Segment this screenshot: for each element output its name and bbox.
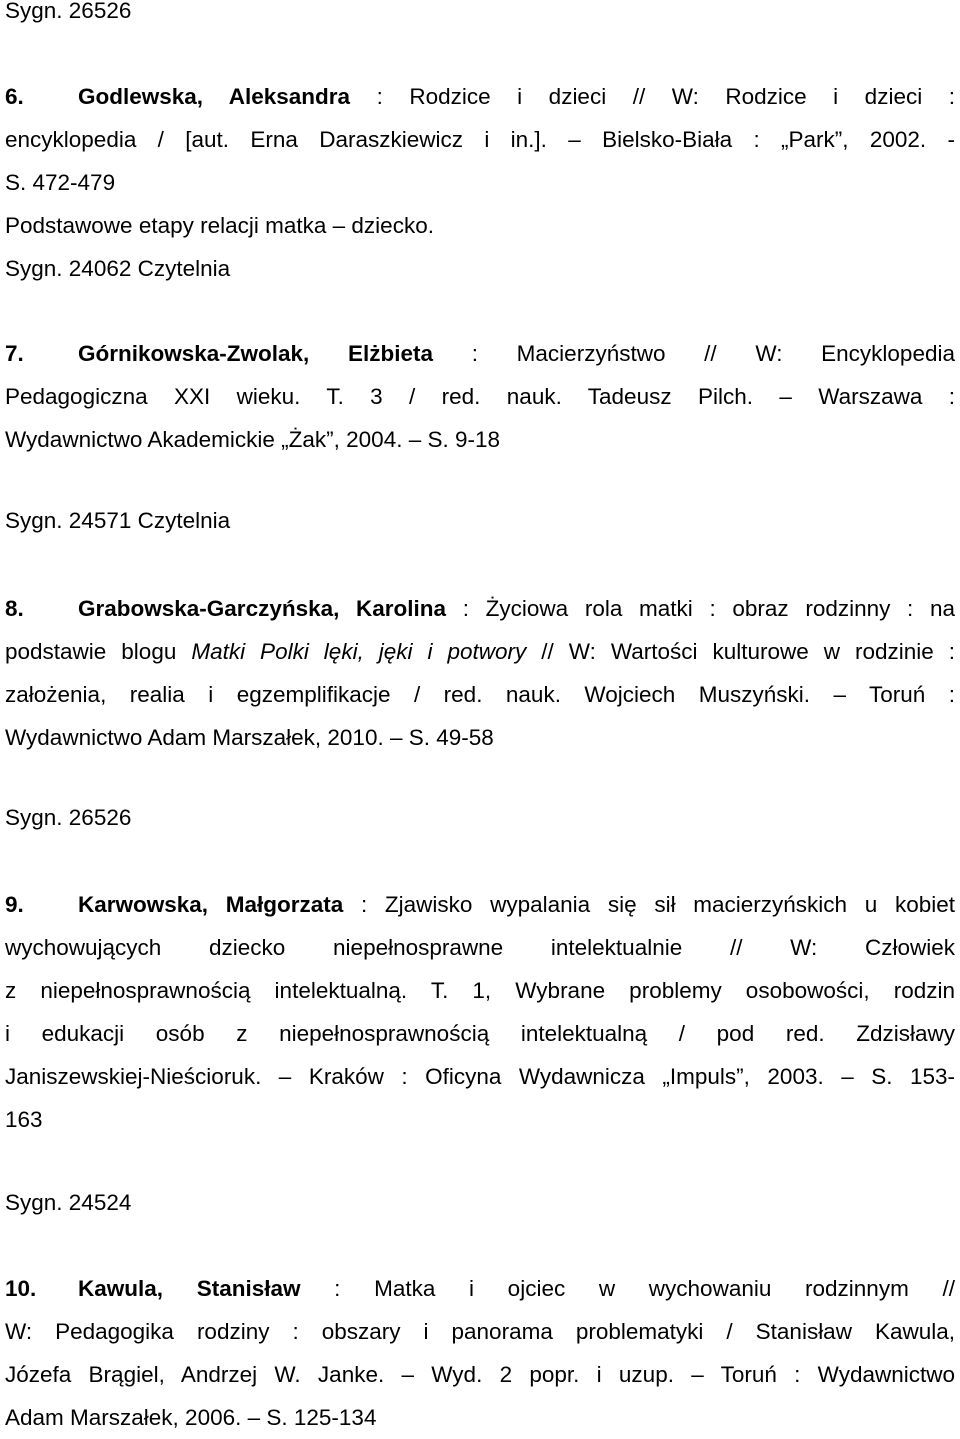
entry-author: Godlewska, Aleksandra xyxy=(78,84,351,109)
call-number: Sygn. 24571 Czytelnia xyxy=(5,508,231,533)
entry-line: założenia, realia i egzemplifikacje / red. nauk. Wojciech Muszyński. – Toruń : xyxy=(5,682,955,707)
call-number: Sygn. 24524 xyxy=(5,1190,132,1215)
entry-number: 10. xyxy=(5,1276,37,1301)
entry-line xyxy=(5,75,955,118)
entry-author: Grabowska-Garczyńska, Karolina xyxy=(78,596,447,621)
entry-line xyxy=(5,883,955,926)
entry-number: 8. xyxy=(5,596,24,621)
bibliography-entry xyxy=(5,332,955,461)
entry-author: Kawula, Stanisław xyxy=(78,1276,301,1301)
entry-line xyxy=(5,587,955,630)
entry-line: wychowujących dziecko niepełnosprawne intelektualnie // W: Człowiek xyxy=(5,935,955,960)
entry-number: 7. xyxy=(5,341,24,366)
entry-line: Adam Marszałek, 2006. – S. 125-134 xyxy=(5,1405,377,1430)
bibliography-entry xyxy=(5,1267,955,1439)
entry-number: 6. xyxy=(5,84,24,109)
entry-line xyxy=(5,332,955,375)
entry-line: 163 xyxy=(5,1107,43,1132)
call-number: Sygn. 26526 xyxy=(5,805,132,830)
bibliography-entry xyxy=(5,587,955,759)
entry-line: S. 472-479 xyxy=(5,170,116,195)
entry-line: z niepełnosprawnością intelektualną. T. 1, Wybrane problemy osobowości, rodzin xyxy=(5,978,955,1003)
entry-line: Józefa Brągiel, Andrzej W. Janke. – Wyd. 2 popr. i uzup. – Toruń : Wydawnictwo xyxy=(5,1362,955,1387)
entry-author: Karwowska, Małgorzata xyxy=(78,892,344,917)
blog-title: Matki Polki lęki, jęki i potwory xyxy=(191,639,527,664)
entry-title: : Macierzyństwo // W: Encyklopedia xyxy=(433,341,955,366)
entry-note: Podstawowe etapy relacji matka – dziecko. xyxy=(5,213,434,238)
entry-line: Janiszewskiej-Nieścioruk. – Kraków : Oficyna Wydawnicza „Impuls”, 2003. – S. 153- xyxy=(5,1064,955,1089)
entry-line: i edukacji osób z niepełnosprawnością intelektualną / pod red. Zdzisławy xyxy=(5,1021,955,1046)
entry-line: encyklopedia / [aut. Erna Daraszkiewicz i in.]. – Bielsko-Biała : „Park”, 2002. - xyxy=(5,127,955,152)
entry-title: : Rodzice i dzieci // W: Rodzice i dzieci : xyxy=(350,84,955,109)
entry-line: Wydawnictwo Adam Marszałek, 2010. – S. 49-58 xyxy=(5,725,494,750)
bibliography-entry xyxy=(5,75,955,290)
entry-line: Pedagogiczna XXI wieku. T. 3 / red. nauk. Tadeusz Pilch. – Warszawa : xyxy=(5,384,955,409)
entry-line: podstawie blogu Matki Polki lęki, jęki i potwory // W: Wartości kulturowe w rodzinie : xyxy=(5,639,955,664)
call-number: Sygn. 26526 xyxy=(5,0,132,23)
bibliography-entry xyxy=(5,883,955,1141)
entry-number: 9. xyxy=(5,892,24,917)
entry-line: Wydawnictwo Akademickie „Żak”, 2004. – S. 9-18 xyxy=(5,427,501,452)
entry-title: : Zjawisko wypalania się sił macierzyńskich u kobiet xyxy=(343,892,956,917)
entry-line xyxy=(5,1267,955,1310)
entry-line: W: Pedagogika rodziny : obszary i panorama problematyki / Stanisław Kawula, xyxy=(5,1319,955,1344)
call-number: Sygn. 24062 Czytelnia xyxy=(5,256,231,281)
entry-title: : Życiowa rola matki : obraz rodzinny : na xyxy=(446,596,955,621)
entry-title: : Matka i ojciec w wychowaniu rodzinnym // xyxy=(300,1276,955,1301)
entry-author: Górnikowska-Zwolak, Elżbieta xyxy=(78,341,434,366)
